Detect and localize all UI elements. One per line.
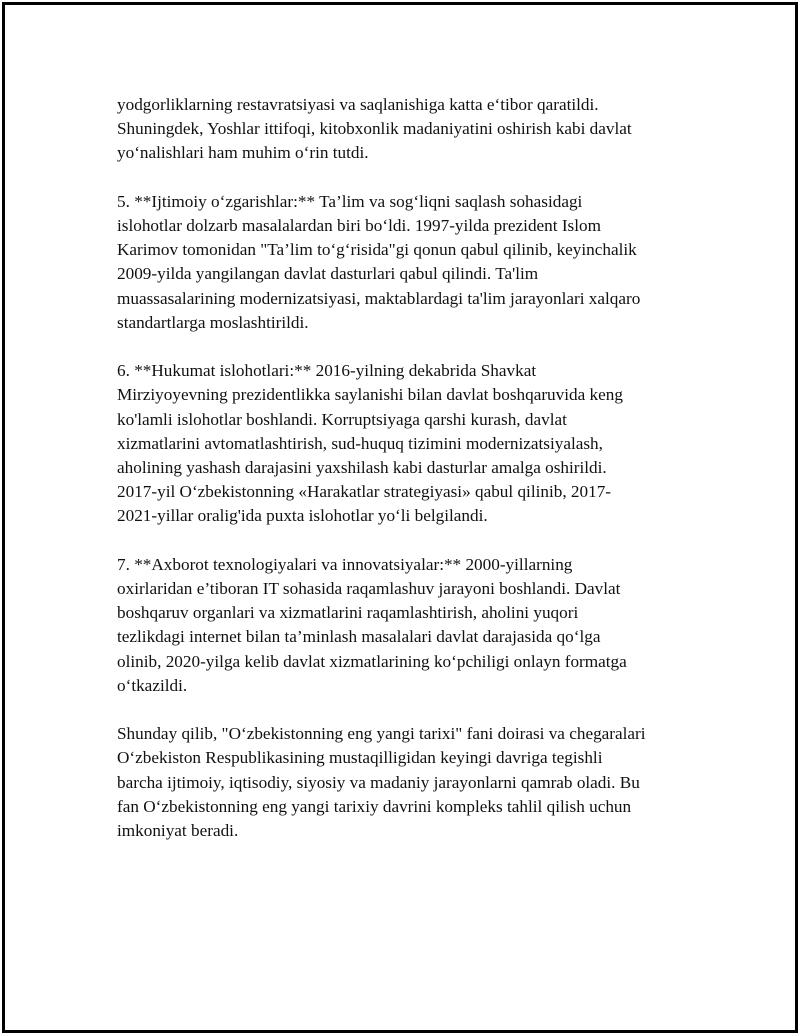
paragraph-conclusion [117,722,677,843]
text-line: yodgorliklarning restavratsiyasi va saqlanishiga katta e‘tibor qaratildi. [117,95,599,114]
paragraph-it-innovation [117,553,677,698]
text-line: olinib, 2020-yilga kelib davlat xizmatlarining ko‘pchiligi onlayn formatga [117,651,627,671]
text-line: O‘zbekiston Respublikasining mustaqilligidan keyingi davriga tegishli [117,748,603,768]
text-line: fan O‘zbekistonning eng yangi tarixiy davrini kompleks tahlil qilish uchun [117,796,632,816]
text-line: islohotlar dolzarb masalalardan biri bo‘ldi. 1997-yilda prezident Islom [117,216,601,235]
text-line: 2017-yil O‘zbekistonning «Harakatlar strategiyasi» qabul qilinib, 2017- [117,482,612,502]
text-line: yo‘nalishlari ham muhim o‘rin tutdi. [117,143,369,163]
text-line: 5. **Ijtimoiy o‘zgarishlar:** Ta’lim va sog‘liqni saqlash sohasidagi [117,191,583,211]
text-line: standartlarga moslashtirildi. [117,312,309,332]
text-line: 7. **Axborot texnologiyalari va innovatsiyalar:** 2000-yillarning [117,554,573,574]
text-line: Shuningdek, Yoshlar ittifoqi, kitobxonlik madaniyatini oshirish kabi davlat [117,119,632,139]
text-line: oxirlaridan e’tiboran IT sohasida raqamlashuv jarayoni boshlandi. Davlat [117,579,621,599]
text-line: 2021-yillar oralig'ida puxta islohotlar yo‘li belgilandi. [117,506,488,526]
paragraph-social-changes [117,190,677,335]
text-line: Karimov tomonidan "Ta’lim to‘g‘risida"gi qonun qabul qilinib, keyinchalik [117,240,637,260]
paragraph-intro-continuation [117,93,677,166]
text-line: Mirziyoyevning prezidentlikka saylanishi bilan davlat boshqaruvida keng [117,385,623,405]
text-line: imkoniyat beradi. [117,821,239,841]
text-line: tezlikdagi internet bilan ta’minlash masalalari davlat darajasida qo‘lga [117,627,601,647]
document-body [117,93,677,867]
text-line: aholining yashash darajasini yaxshilash kabi dasturlar amalga oshirildi. [117,458,607,478]
text-line: muassasalarining modernizatsiyasi, maktablardagi ta'lim jarayonlari xalqaro [117,288,641,308]
text-line: ko'lamli islohotlar boshlandi. Korruptsiyaga qarshi kurash, davlat [117,409,567,429]
text-line: o‘tkazildi. [117,675,188,695]
paragraph-government-reforms [117,359,677,528]
text-line: Shunday qilib, "O‘zbekistonning eng yangi tarixi" fani doirasi va chegaralari [117,724,646,744]
text-line: boshqaruv organlari va xizmatlarini raqamlashtirish, aholini yuqori [117,603,579,623]
text-line: 6. **Hukumat islohotlari:** 2016-yilning dekabrida Shavkat [117,361,537,381]
text-line: xizmatlarini avtomatlashtirish, sud-huquq tizimini modernizatsiyalash, [117,433,603,453]
text-line: barcha ijtimoiy, iqtisodiy, siyosiy va madaniy jarayonlarni qamrab oladi. Bu [117,772,640,792]
text-line: 2009-yilda yangilangan davlat dasturlari qabul qilindi. Ta'lim [117,264,539,284]
